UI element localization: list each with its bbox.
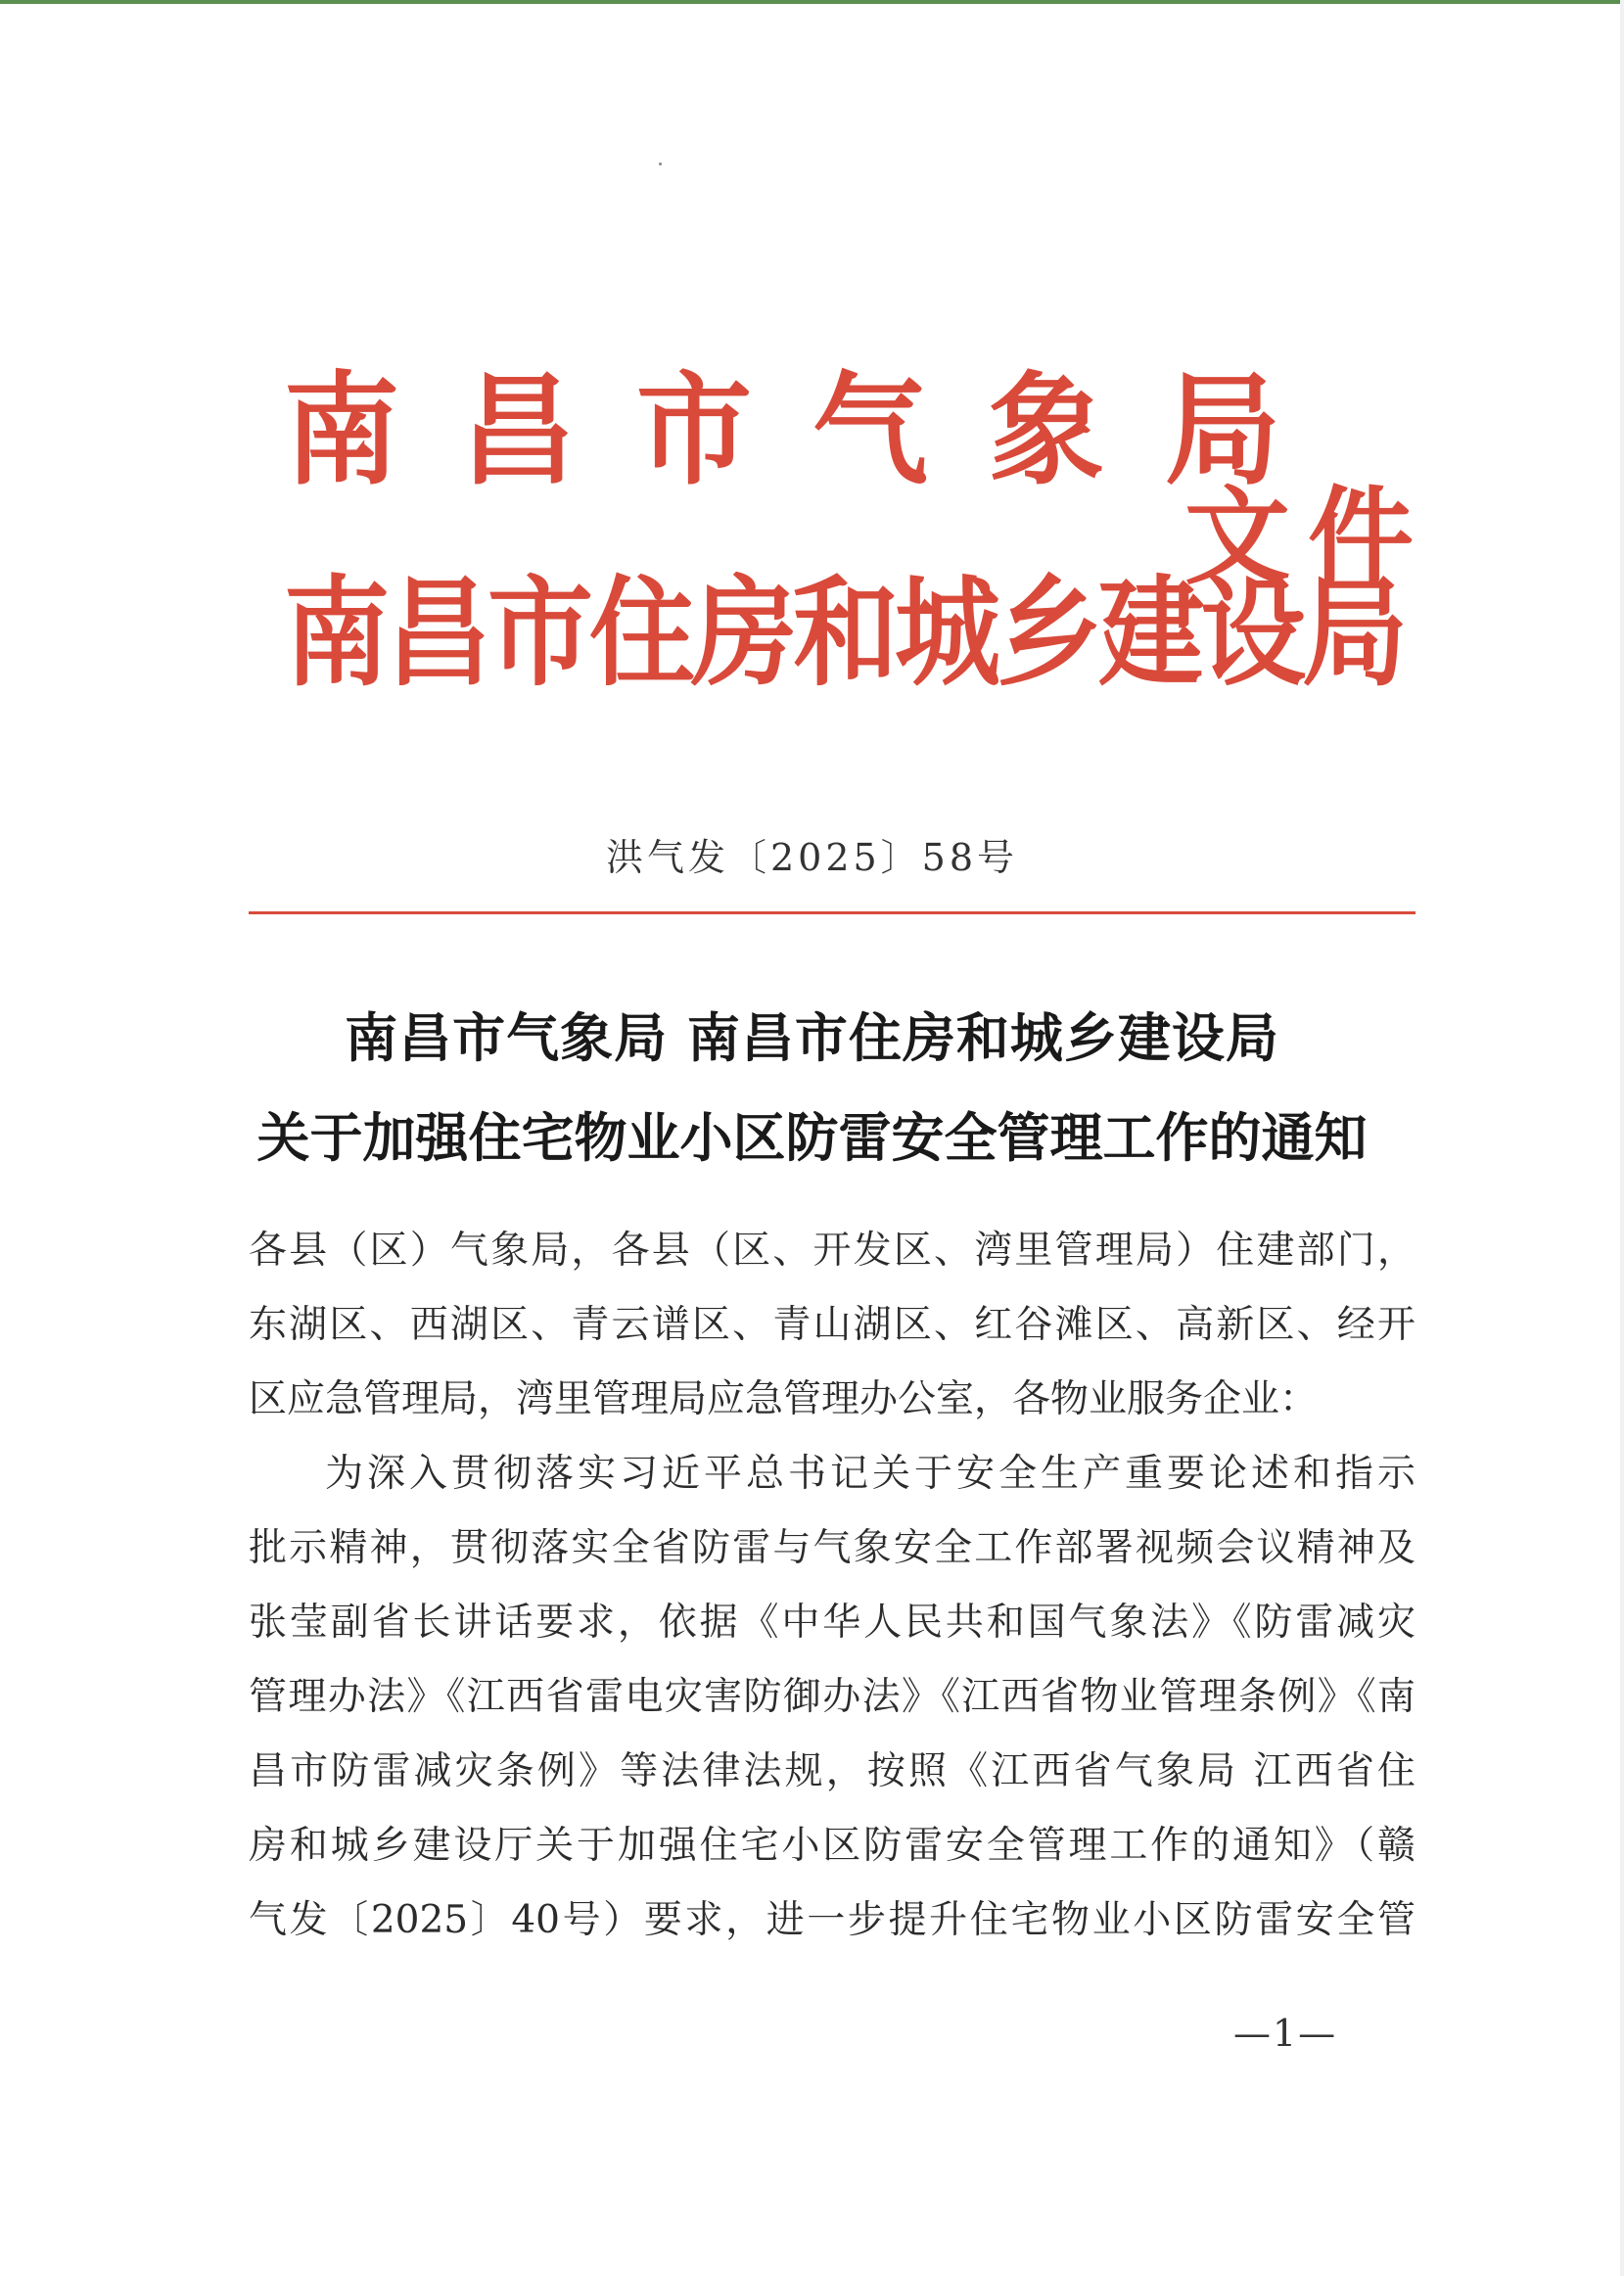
document-type-label: 文件: [1184, 477, 1432, 599]
scan-speck: [659, 163, 662, 165]
document-number: 洪气发〔2025〕58号: [605, 836, 1019, 879]
red-separator-line: [249, 911, 1415, 914]
paragraph-line: 昌市防雷减灾条例》等法律法规，按照《江西省气象局 江西省住: [249, 1749, 1415, 1793]
paragraph-line: 批示精神，贯彻落实全省防雷与气象安全工作部署视频会议精神及: [249, 1526, 1415, 1570]
page-number: —1—: [1233, 2012, 1338, 2055]
paragraph-line: 房和城乡建设厅关于加强住宅小区防雷安全管理工作的通知》（赣: [249, 1824, 1415, 1868]
scan-edge-top: [0, 0, 1624, 4]
body-paragraph: [249, 1437, 1415, 1958]
paragraph-line: 张莹副省长讲话要求，依据《中华人民共和国气象法》《防雷减灾: [249, 1601, 1415, 1645]
addressee-line: 各县（区）气象局，各县（区、开发区、湾里管理局）住建部门，: [249, 1229, 1415, 1273]
document-title-line-2: 关于加强住宅物业小区防雷安全管理工作的通知: [256, 1107, 1368, 1169]
document-title-line-1: 南昌市气象局 南昌市住房和城乡建设局: [345, 1007, 1279, 1069]
addressee-line: 东湖区、西湖区、青云谱区、青山湖区、红谷滩区、高新区、经开: [249, 1303, 1415, 1347]
issuing-org-1: 南昌市气象局: [284, 359, 1342, 501]
paragraph-line: 气发〔2025〕40号）要求，进一步提升住宅物业小区防雷安全管: [249, 1898, 1415, 1942]
issuing-org-2: 南昌市住房和城乡建设局: [284, 565, 1405, 703]
addressee-block: [249, 1214, 1415, 1437]
addressee-line: 区应急管理局，湾里管理局应急管理办公室，各物业服务企业：: [249, 1377, 1319, 1421]
paragraph-line: 为深入贯彻落实习近平总书记关于安全生产重要论述和指示: [325, 1452, 1415, 1496]
paragraph-line: 管理办法》《江西省雷电灾害防御办法》《江西省物业管理条例》《南: [249, 1675, 1415, 1719]
